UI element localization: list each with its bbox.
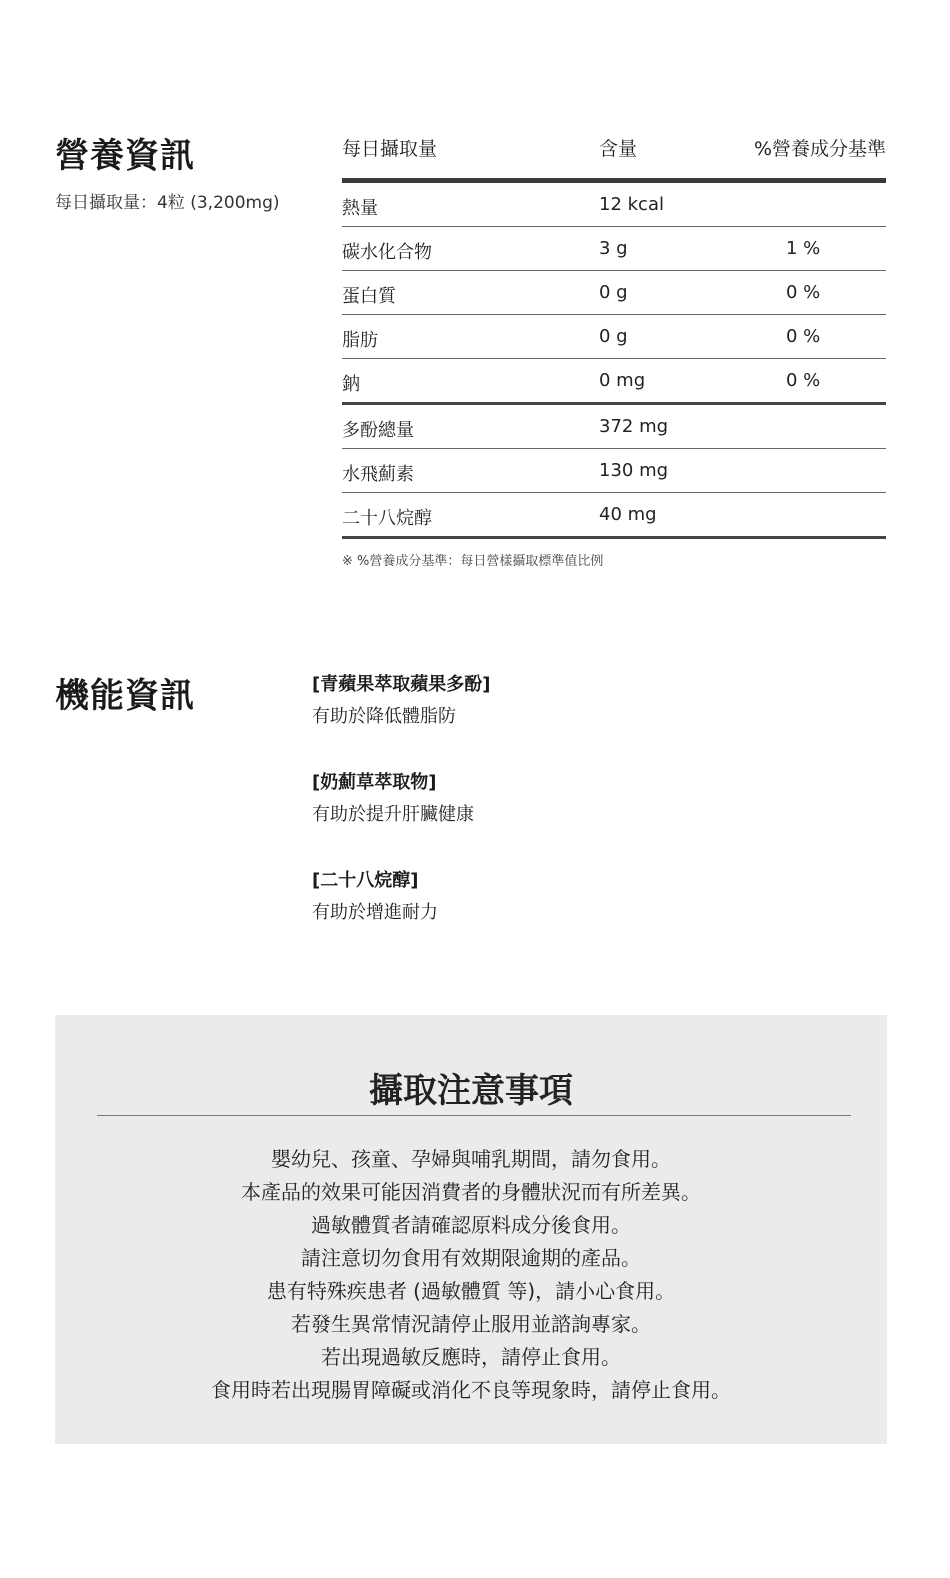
list-item: 若出現過敏反應時，請停止食用。 (321, 1345, 621, 1369)
nutrient-amount: 372 mg (599, 416, 669, 437)
nutrition-title: 營養資訊 (55, 136, 195, 176)
nutrient-amount: 40 mg (599, 504, 657, 525)
function-list (312, 670, 812, 964)
list-item: 嬰幼兒、孩童、孕婦與哺乳期間，請勿食用。 (271, 1147, 671, 1171)
nutrient-name: 水飛薊素 (342, 464, 414, 485)
table-row (342, 271, 886, 315)
header-percent: %營養成分基準 (753, 138, 886, 160)
table-row (342, 183, 886, 227)
caution-title: 攝取注意事項 (369, 1071, 573, 1111)
nutrient-percent: 1 % (786, 238, 821, 259)
list-item: 患有特殊疾患者 (過敏體質 等)，請小心食用。 (266, 1279, 676, 1303)
table-row (342, 493, 886, 539)
function-text: 有助於增進耐力 (312, 902, 438, 923)
function-heading: [奶薊草萃取物] (312, 772, 437, 793)
nutrient-name: 熱量 (342, 198, 378, 219)
caution-box (55, 1015, 887, 1444)
table-row (342, 405, 886, 449)
nutrition-table-header (342, 130, 886, 183)
nutrient-name: 蛋白質 (342, 286, 396, 307)
nutrient-name: 二十八烷醇 (342, 508, 432, 529)
divider (97, 1115, 851, 1116)
nutrient-percent: 0 % (786, 370, 821, 391)
function-title: 機能資訊 (55, 676, 195, 716)
list-item: 本產品的效果可能因消費者的身體狀況而有所差異。 (241, 1180, 701, 1204)
nutrient-amount: 12 kcal (599, 194, 664, 215)
list-item: 食用時若出現腸胃障礙或消化不良等現象時，請停止食用。 (211, 1378, 731, 1402)
table-row (342, 359, 886, 405)
list-item: 過敏體質者請確認原料成分後食用。 (311, 1213, 631, 1237)
function-text: 有助於降低體脂防 (312, 706, 456, 727)
nutrient-name: 多酚總量 (342, 420, 414, 441)
nutrient-name: 碳水化合物 (342, 242, 432, 263)
table-row (342, 315, 886, 359)
function-heading: [青蘋果萃取蘋果多酚] (312, 674, 491, 695)
nutrient-amount: 3 g (599, 238, 628, 259)
nutrition-footnote: ※ %營養成分基準：每日營樣攝取標準值比例 (342, 554, 604, 569)
nutrient-amount: 0 mg (599, 370, 646, 391)
table-row (342, 449, 886, 493)
nutrient-name: 鈉 (342, 374, 360, 395)
nutrient-amount: 130 mg (599, 460, 669, 481)
list-item: 若發生異常情況請停止服用並諮詢專家。 (291, 1312, 651, 1336)
function-item (312, 768, 812, 832)
function-item (312, 670, 812, 734)
nutrient-amount: 0 g (599, 326, 628, 347)
header-serving: 每日攝取量 (342, 138, 438, 160)
nutrient-percent: 0 % (786, 282, 821, 303)
table-row (342, 227, 886, 271)
list-item: 請注意切勿食用有效期限逾期的產品。 (301, 1246, 641, 1270)
nutrient-name: 脂肪 (342, 330, 378, 351)
function-text: 有助於提升肝臟健康 (312, 804, 474, 825)
caution-list (55, 1143, 887, 1407)
nutrient-amount: 0 g (599, 282, 628, 303)
header-amount: 含量 (599, 138, 638, 160)
function-item (312, 866, 812, 930)
function-heading: [二十八烷醇] (312, 870, 419, 891)
nutrition-table (342, 130, 886, 539)
nutrient-percent: 0 % (786, 326, 821, 347)
daily-intake-note: 每日攝取量：4粒 (3,200mg) (55, 193, 280, 213)
